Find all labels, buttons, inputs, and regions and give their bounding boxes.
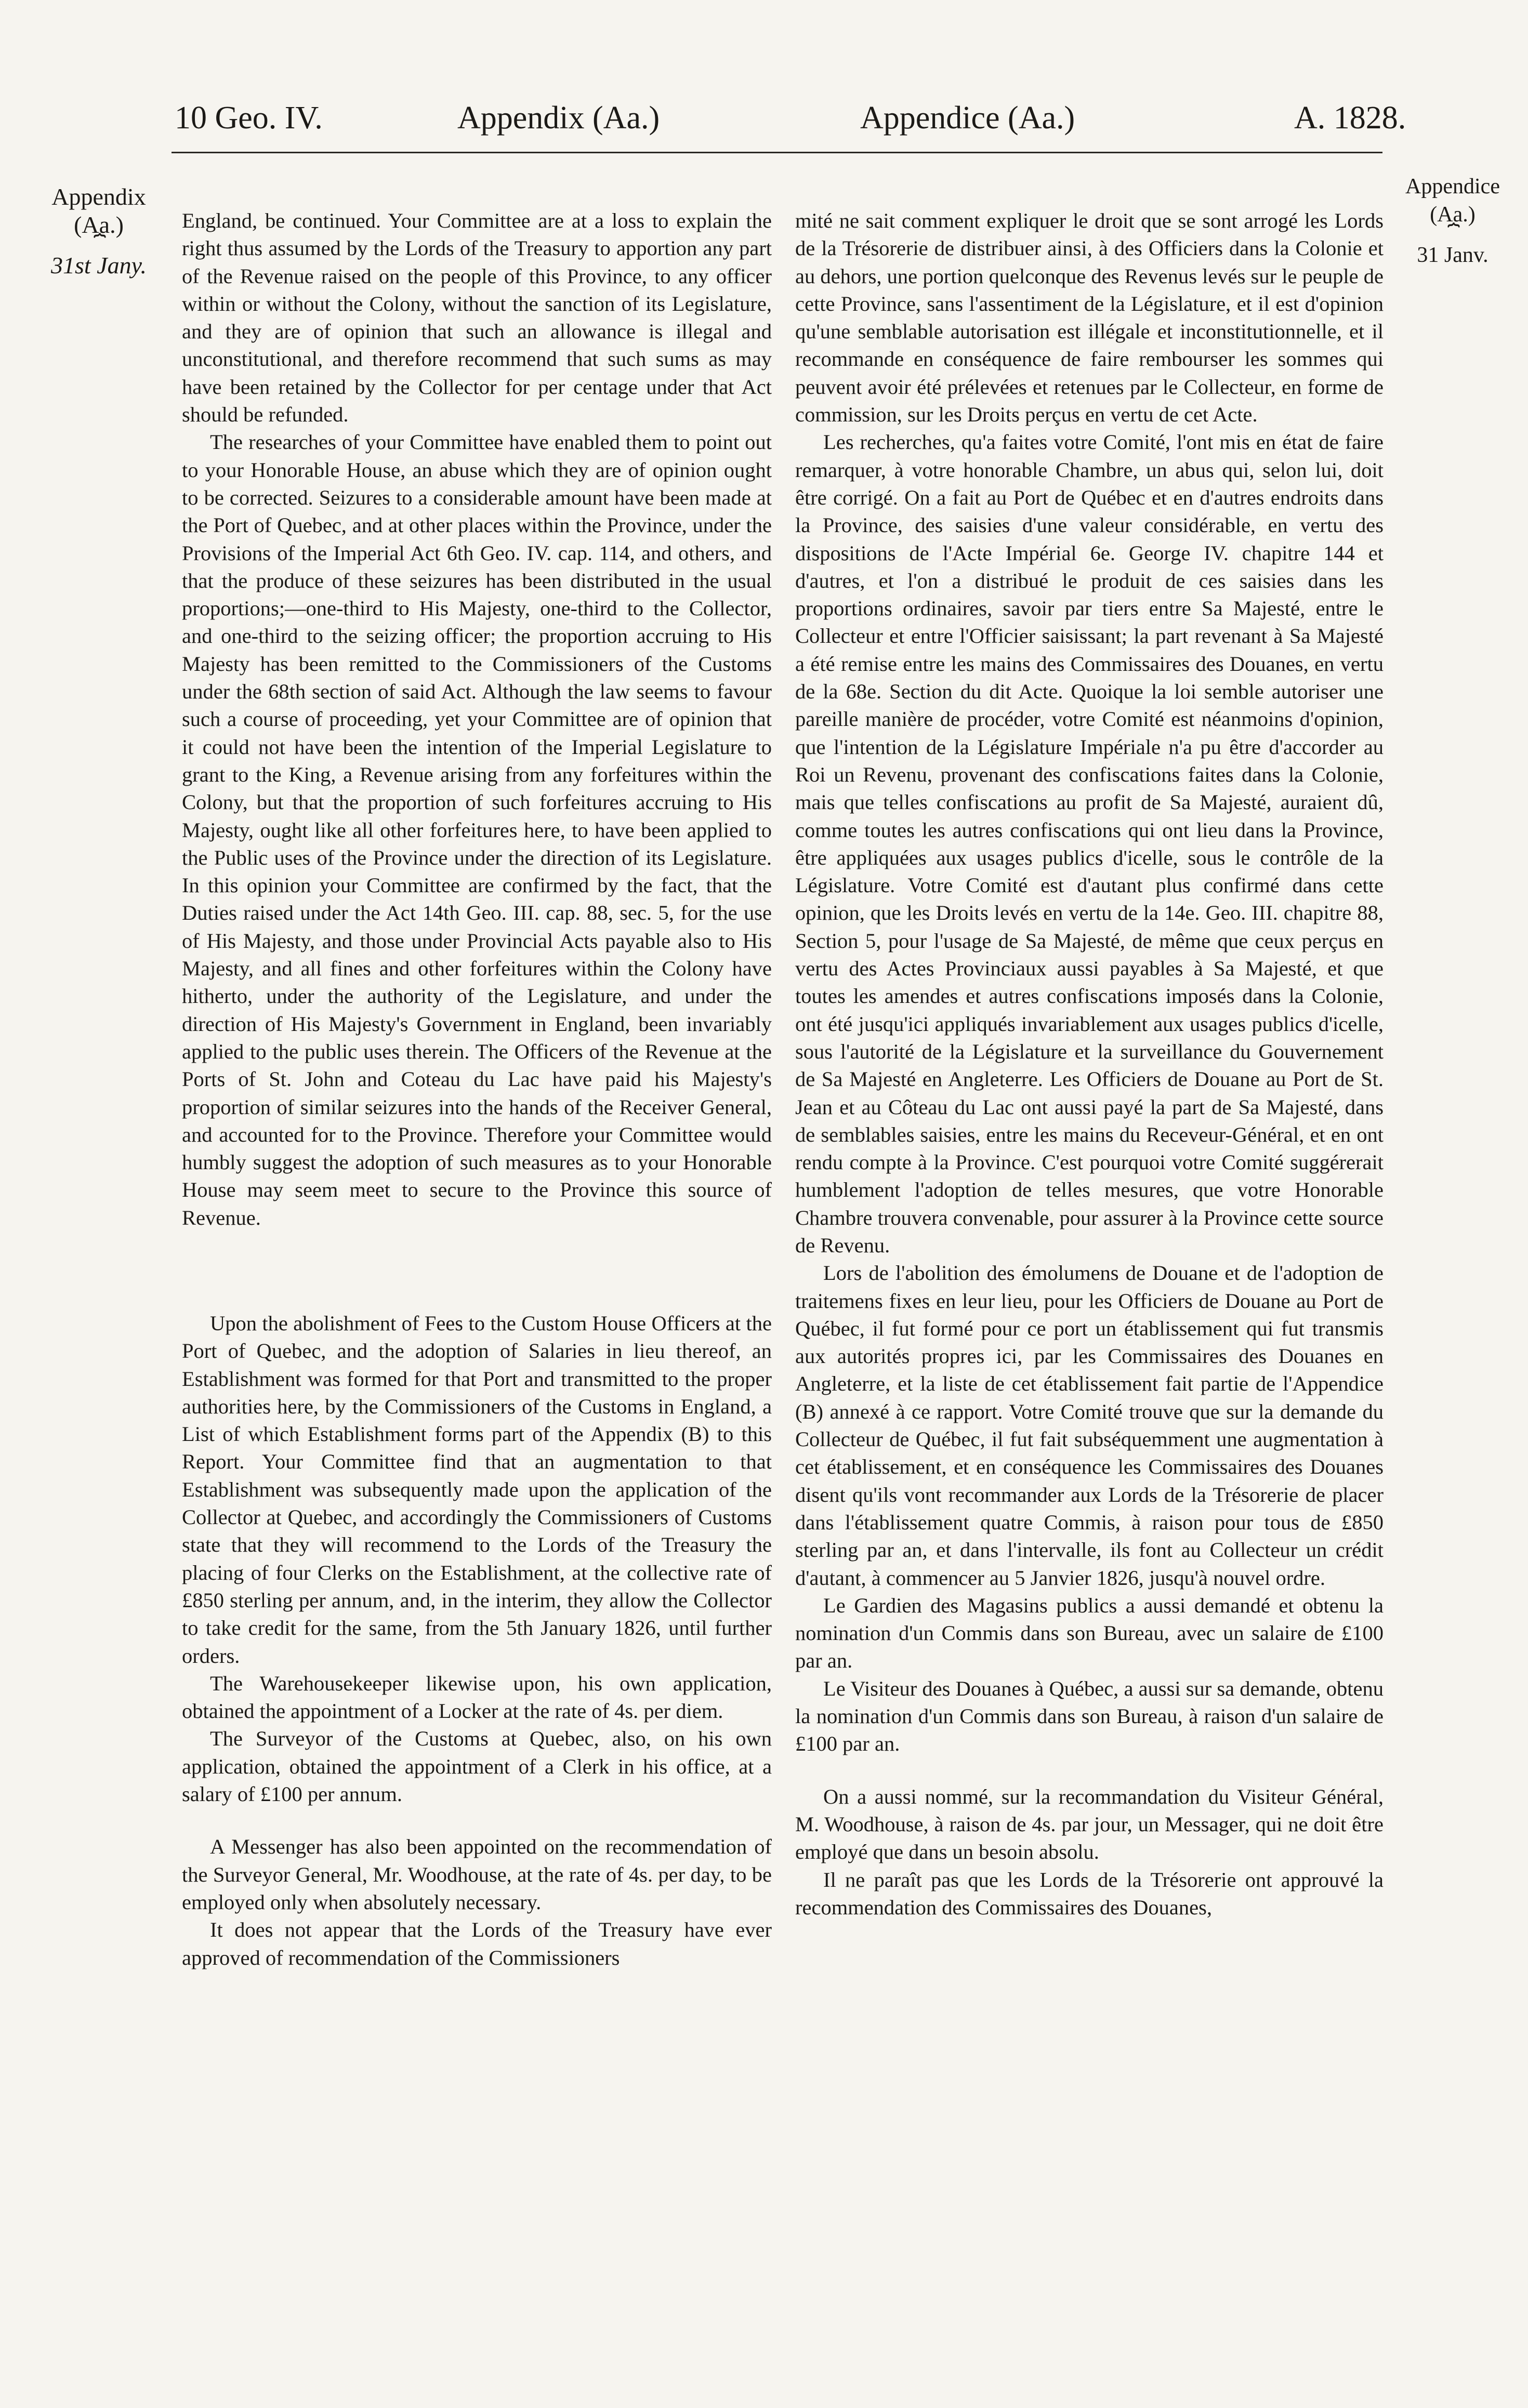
french-column: [795, 207, 1384, 1921]
english-paragraph: The Surveyor of the Customs at Quebec, also, on his own application, obtained the appointment of a Clerk in his office, at a salary of £100 per annum.: [182, 1727, 772, 1806]
english-column: [182, 207, 772, 1972]
french-paragraph: Il ne paraît pas que les Lords de la Trésorerie ont approuvé la recommendation des Commissaires des Douanes,: [795, 1868, 1384, 1919]
margin-note-code: (Aa.): [74, 211, 124, 238]
header-year: A. 1828.: [1294, 100, 1406, 136]
english-paragraph: It does not appear that the Lords of the Treasury have ever approved of recommendation of the Commissioners: [182, 1918, 772, 1969]
french-paragraph: Les recherches, qu'a faites votre Comité, l'ont mis en état de faire remarquer, à votre honorable Chambre, un abus qui, selon lui, doit être corrigé. On a fait au Port de Québec et en d'autres endroits dans la Province, des saisies d'une valeur considérable, en vertu des dispositions de l'Acte Impérial 6e. George IV. chapitre 144 et d'autres, et l'on a distribué le produit de ces saisies dans les proportions ordinaires, savoir par tiers entre Sa Majesté, entre le Collecteur et entre l'Officier saisissant; la part revenant à Sa Majesté a été remise entre les mains des Commissaires des Douanes, en vertu de la 68e. Section du dit Acte. Quoique la loi semble autoriser une pareille manière de procéder, votre Comité est néanmoins d'opinion, que l'intention de la Législature Impériale n'a pu être d'accorder au Roi un Revenu, provenant des confiscations faites dans la Colonie, mais que telles confiscations au profit de Sa Majesté, auraient dû, comme toutes les autres confiscations qui ont lieu dans la Province, être appliquées aux usages publics d'icelle, sous le contrôle de la Législature. Votre Comité est d'autant plus confirmé dans cette opinion, que les Droits levés en vertu de la 14e. Geo. III. chapitre 88, Section 5, pour l'usage de Sa Majesté, de même que ceux perçus en vertu des Actes Provinciaux aussi payables à Sa Majesté, et que toutes les amendes et autres confiscations imposés dans la Colonie, ont été jusqu'ici appliqués invariablement aux usages publics d'icelle, sous l'autorité de la Législature et la surveillance du Gouvernement de Sa Majesté en Angleterre. Les Officiers de Douane au Port de St. Jean et au Côteau du Lac ont aussi payé la part de Sa Majesté, dans de semblables saisies, entre les mains du Receveur-Général, et en ont rendu compte à la Province. C'est pourquoi votre Comité suggérerait humblement l'adoption de telles mesures, que votre Honorable Chambre trouvera convenable, pour assurer à la Province cette source de Revenu.: [795, 430, 1384, 1257]
french-paragraph: Le Gardien des Magasins publics a aussi demandé et obtenu la nomination d'un Commis dans son Bureau, avec un salaire de £100 par an.: [795, 1593, 1384, 1673]
section-gap: [182, 1808, 772, 1833]
section-gap: [795, 1758, 1384, 1783]
brace-ornament: ⏞: [94, 233, 104, 257]
margin-note-date: 31 Janv.: [1417, 243, 1489, 267]
english-paragraph: A Messenger has also been appointed on the recommendation of the Surveyor General, Mr. Woodhouse, at the rate of 4s. per day, to be employed only when absolutely necessary.: [182, 1835, 772, 1914]
section-gap: [182, 1232, 772, 1309]
french-paragraph: mité ne sait comment expliquer le droit que se sont arrogé les Lords de la Trésorerie de distribuer ainsi, à des Officiers dans la Colonie et au dehors, une portion quelconque des Revenus levés sur le peuple de cette Province, sans l'assentiment de la Législature, et il est d'opinion qu'une semblable autorisation est illégale et inconstitutionnelle, et il recommande en conséquence de faire rembourser les sommes qui peuvent avoir été prélevées et retenues par le Collecteur, en forme de commission, sur les Droits perçus en vertu de cet Acte.: [795, 209, 1384, 427]
french-paragraph: Le Visiteur des Douanes à Québec, a aussi sur sa demande, obtenu la nomination d'un Commis dans son Bureau, à raison d'un salaire de £100 par an.: [795, 1676, 1384, 1756]
margin-note-right: [1398, 173, 1507, 269]
french-paragraph: On a aussi nommé, sur la recommandation du Visiteur Général, M. Woodhouse, à raison de 4s. par jour, un Messager, qui ne doit être employé que dans un besoin absolu.: [795, 1784, 1384, 1864]
header-appendix-french: Appendice (Aa.): [860, 100, 1075, 136]
margin-note-left: [42, 183, 156, 280]
english-paragraph: England, be continued. Your Committee are at a loss to explain the right thus assumed by the Lords of the Treasury to apportion any part of the Revenue raised on the people of this Province, to any officer within or without the Colony, without the sanction of its Legislature, and they are of opinion that such an allowance is illegal and unconstitutional, and therefore recommend that such sums as may have been retained by the Collector for per centage under that Act should be refunded.: [182, 209, 772, 427]
english-paragraph: The researches of your Committee have enabled them to point out to your Honorable House, an abuse which they are of opinion ought to be corrected. Seizures to a considerable amount have been made at the Port of Quebec, and at other places within the Province, under the Provisions of the Imperial Act 6th Geo. IV. cap. 114, and others, and that the produce of these seizures has been distributed in the usual proportions;—one-third to His Majesty, one-third to the Collector, and one-third to the seizing officer; the proportion accruing to His Majesty has been remitted to the Commissioners of the Customs under the 68th section of said Act. Although the law seems to favour such a course of proceeding, yet your Committee are of opinion that it could not have been the intention of the Imperial Legislature to grant to the King, a Revenue arising from any forfeitures within the Colony, but that the proportion of such forfeitures accruing to His Majesty, ought like all other forfeitures here, to have been applied to the Public uses of the Province under the direction of its Legislature. In this opinion your Committee are confirmed by the fact, that the Duties raised under the Act 14th Geo. III. cap. 88, sec. 5, for the use of His Majesty, and those under Provincial Acts payable also to His Majesty, and all fines and other forfeitures within the Colony have hitherto, under the authority of the Legislature, and under the direction of His Majesty's Government in England, been invariably applied to the public uses therein. The Officers of the Revenue at the Ports of St. John and Coteau du Lac have paid his Majesty's proportion of similar seizures into the hands of the Receiver General, and accounted for to the Province. Therefore your Committee would humbly suggest the adoption of such measures as to your Honorable House may seem meet to secure to the Province this source of Revenue.: [182, 430, 772, 1229]
margin-note-code: (Aa.): [1430, 203, 1476, 227]
margin-note-label: Appendice: [1405, 175, 1500, 199]
english-paragraph: Upon the abolishment of Fees to the Custom House Officers at the Port of Quebec, and the adoption of Salaries in lieu thereof, an Establishment was formed for that Port and transmitted to the proper authorities here, by the Commissioners of the Customs in England, a List of which Establishment forms part of the Appendix (B) to this Report. Your Committee find that an augmentation to that Establishment was subsequently made upon the application of the Collector at Quebec, and accordingly the Commissioners of Customs state that they will recommend to the Lords of the Treasury the placing of four Clerks on the Establishment, at the collective rate of £850 sterling per annum, and, in the interim, they allow the Collector to take credit for the same, from the 5th January 1826, until further orders.: [182, 1311, 772, 1668]
brace-ornament: ⏞: [1447, 223, 1458, 246]
header-rule: [172, 152, 1382, 153]
header-session: 10 Geo. IV.: [175, 100, 323, 136]
french-paragraph: Lors de l'abolition des émolumens de Douane et de l'adoption de traitemens fixes en leur lieu, pour les Officiers de Douane au Port de Québec, il fut formé pour ce port un établissement qui fut transmis aux autorités propres ici, par les Commissaires des Douanes en Angleterre, et la liste de cet établissement fait partie de l'Appendice (B) annexé à ce rapport. Votre Comité trouve que sur la demande du Collecteur de Québec, il fut fait subséquemment une augmentation à cet établissement, et en conséquence les Commissaires des Douanes disent qu'ils vont recommander aux Lords de la Trésorerie de placer dans l'établissement quatre Commis, à raison pour tous de £850 sterling par an, et dans l'intervalle, ils font au Collecteur un crédit d'autant, à commencer au 5 Janvier 1826, jusqu'à nouvel ordre.: [795, 1261, 1384, 1590]
header-appendix-english: Appendix (Aa.): [457, 100, 660, 136]
margin-note-label: Appendix: [51, 183, 146, 210]
english-paragraph: The Warehousekeeper likewise upon, his own application, obtained the appointment of a Locker at the rate of 4s. per diem.: [182, 1671, 772, 1723]
margin-note-date: 31st Jany.: [51, 252, 147, 279]
